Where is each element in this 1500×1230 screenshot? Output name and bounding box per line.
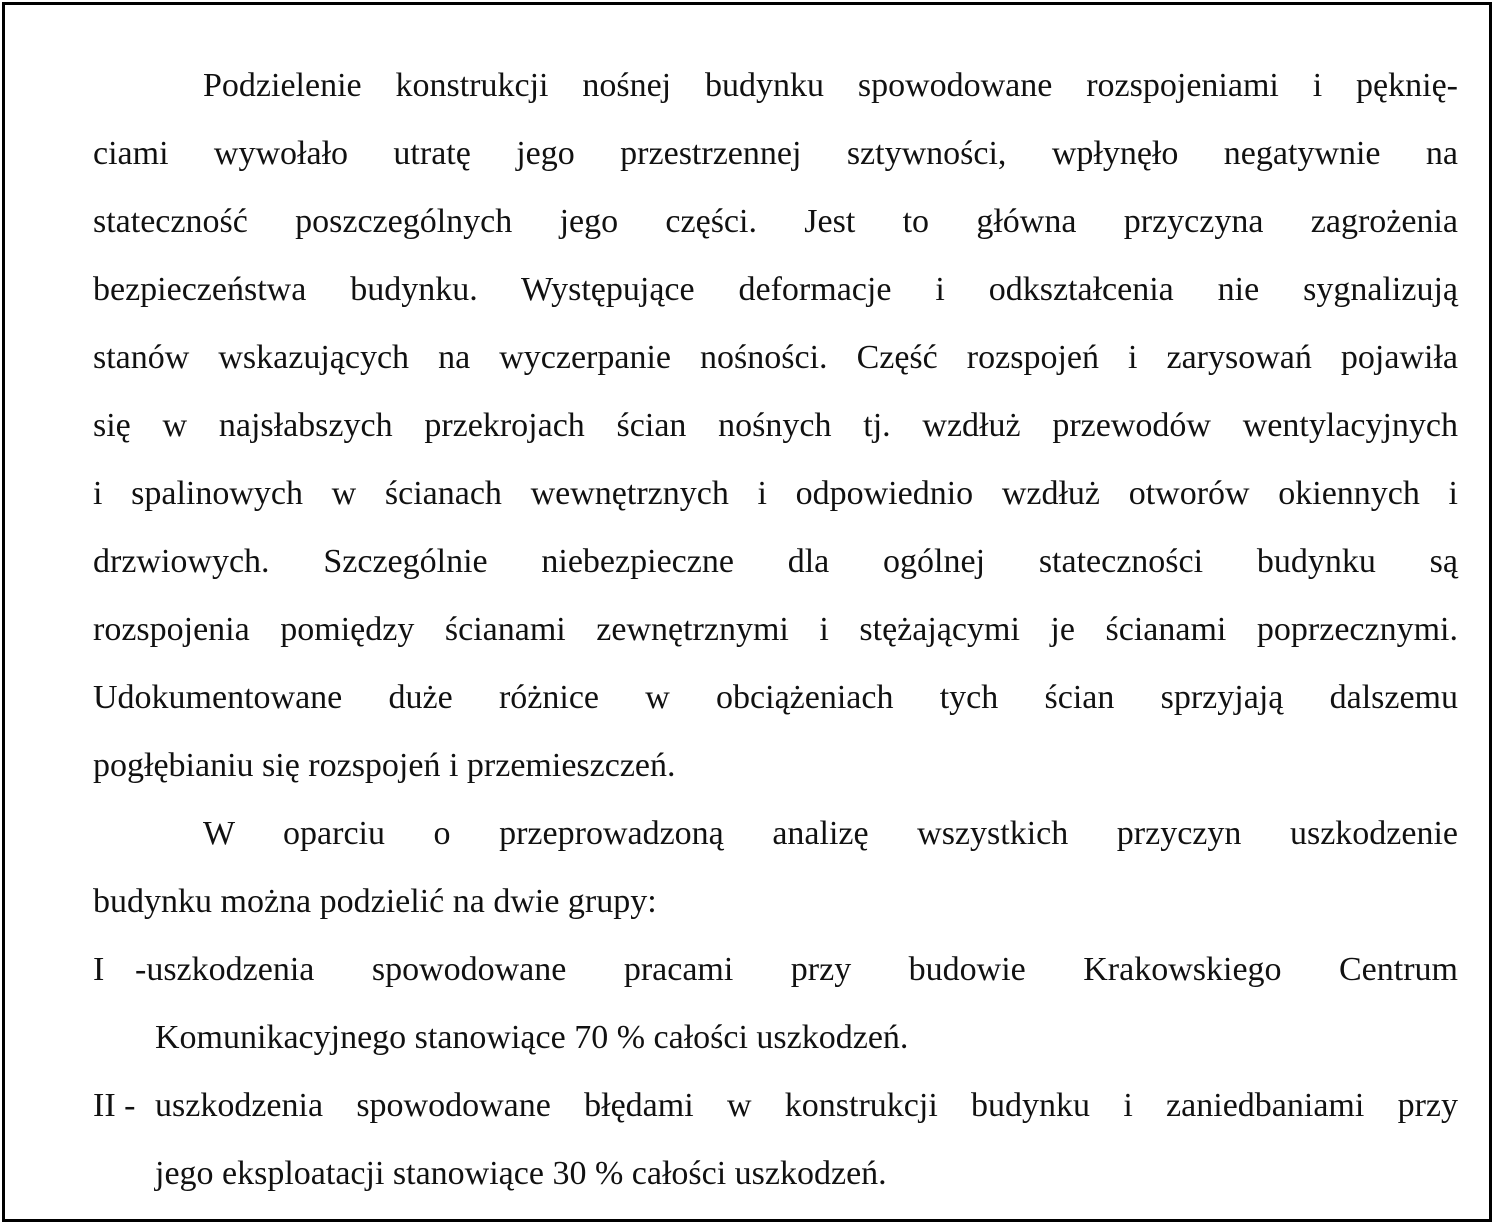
document-page [2, 2, 1492, 1222]
text-line: drzwiowych. Szczególnie niebezpieczne dla ogólnej stateczności budynku są [93, 543, 1458, 580]
text-line: pogłębianiu się rozspojeń i przemieszczeń. [93, 747, 676, 784]
text-line: i spalinowych w ścianach wewnętrznych i odpowiednio wzdłuż otworów okiennych i [93, 475, 1458, 512]
text-line: uszkodzenia spowodowane błędami w konstrukcji budynku i zaniedbaniami przy [155, 1087, 1458, 1124]
text-line: rozspojenia pomiędzy ścianami zewnętrznymi i stężającymi je ścianami poprzecznymi. [93, 611, 1458, 648]
text-line: bezpieczeństwa budynku. Występujące deformacje i odkształcenia nie sygnalizują [93, 271, 1458, 308]
text-line: Komunikacyjnego stanowiące 70 % całości uszkodzeń. [155, 1019, 909, 1056]
text-line: jego eksploatacji stanowiące 30 % całości uszkodzeń. [155, 1155, 887, 1192]
text-line: W oparciu o przeprowadzoną analizę wszystkich przyczyn uszkodzenie [203, 815, 1458, 852]
text-line: stanów wskazujących na wyczerpanie nośności. Część rozspojeń i zarysowań pojawiła [93, 339, 1458, 376]
list-item-label: I [93, 951, 105, 988]
text-line: stateczność poszczególnych jego części. Jest to główna przyczyna zagrożenia [93, 203, 1458, 240]
text-line: budynku można podzielić na dwie grupy: [93, 883, 657, 920]
list-item-label: II - [93, 1087, 136, 1124]
text-line: się w najsłabszych przekrojach ścian nośnych tj. wzdłuż przewodów wentylacyjnych [93, 407, 1458, 444]
text-line: -uszkodzenia spowodowane pracami przy budowie Krakowskiego Centrum [135, 951, 1458, 988]
text-line: ciami wywołało utratę jego przestrzennej sztywności, wpłynęło negatywnie na [93, 135, 1458, 172]
text-line: Udokumentowane duże różnice w obciążeniach tych ścian sprzyjają dalszemu [93, 679, 1458, 716]
text-line: Podzielenie konstrukcji nośnej budynku spowodowane rozspojeniami i pęknię- [203, 67, 1458, 104]
